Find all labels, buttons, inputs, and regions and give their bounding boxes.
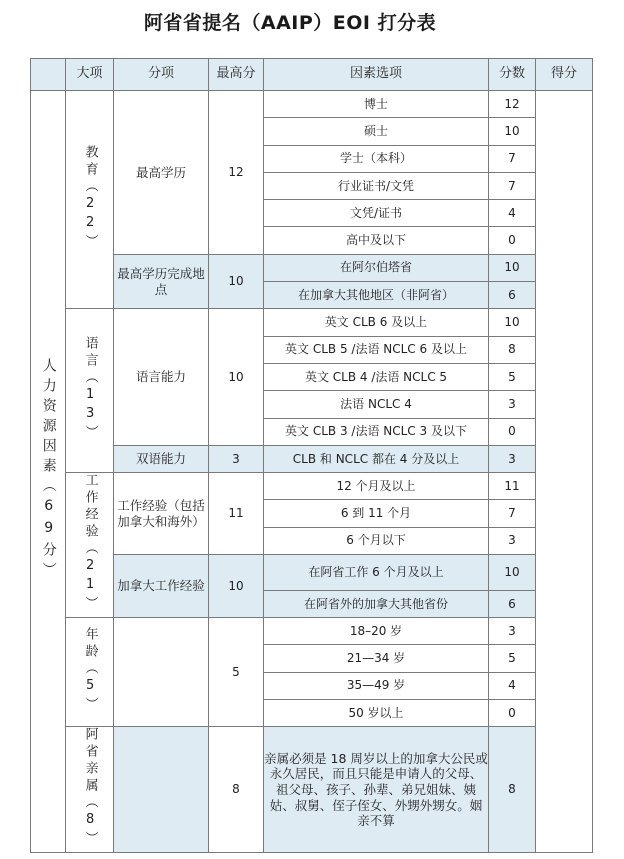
factor-option: 英文 CLB 5 /法语 NCLC 6 及以上 bbox=[264, 336, 489, 363]
relative-description: 亲属必须是 18 周岁以上的加拿大公民或永久居民，而且只能是申请人的父母、祖父母、孩子、孙辈、弟兄姐妹、姨姑、叔舅、侄子侄女、外甥外甥女。姻亲不算 bbox=[264, 727, 489, 853]
option-score: 5 bbox=[489, 363, 536, 390]
factor-option: 在阿省工作 6 个月及以上 bbox=[264, 555, 489, 591]
factor-option: 法语 NCLC 4 bbox=[264, 391, 489, 418]
education-cell bbox=[66, 91, 114, 309]
header-score: 分数 bbox=[489, 59, 536, 91]
factor-option: 在加拿大其他地区（非阿省） bbox=[264, 282, 489, 309]
factor-option: 文凭/证书 bbox=[264, 200, 489, 227]
bilingual-cell: 双语能力 bbox=[114, 445, 209, 472]
language-ability-max: 10 bbox=[209, 309, 264, 445]
option-score: 7 bbox=[489, 172, 536, 199]
factor-option: CLB 和 NCLC 都在 4 分及以上 bbox=[264, 445, 489, 472]
table-row bbox=[31, 473, 593, 500]
factor-option: 英文 CLB 3 /法语 NCLC 3 及以下 bbox=[264, 418, 489, 445]
option-score: 7 bbox=[489, 500, 536, 527]
education-label: 教育（22） bbox=[82, 144, 98, 251]
factor-option: 英文 CLB 6 及以上 bbox=[264, 309, 489, 336]
factor-option: 6 到 11 个月 bbox=[264, 500, 489, 527]
option-score: 10 bbox=[489, 309, 536, 336]
table-row bbox=[31, 254, 593, 281]
factor-option: 21—34 岁 bbox=[264, 645, 489, 672]
table-row bbox=[31, 445, 593, 472]
work-cell bbox=[66, 473, 114, 618]
factor-option: 高中及以下 bbox=[264, 227, 489, 254]
factor-option: 12 个月及以上 bbox=[264, 473, 489, 500]
header-factor: 因素选项 bbox=[264, 59, 489, 91]
header-gained: 得分 bbox=[536, 59, 593, 91]
highest-degree-cell: 最高学历 bbox=[114, 91, 209, 255]
option-score: 10 bbox=[489, 118, 536, 145]
option-score: 3 bbox=[489, 391, 536, 418]
option-score: 4 bbox=[489, 200, 536, 227]
relative-sub-cell bbox=[114, 727, 209, 853]
highest-degree-max: 12 bbox=[209, 91, 264, 255]
option-score: 11 bbox=[489, 473, 536, 500]
option-score: 0 bbox=[489, 418, 536, 445]
table-row bbox=[31, 618, 593, 645]
age-sub-cell bbox=[114, 618, 209, 727]
relative-max: 8 bbox=[209, 727, 264, 853]
option-score: 8 bbox=[489, 336, 536, 363]
relative-cell bbox=[66, 727, 114, 853]
option-score: 6 bbox=[489, 590, 536, 617]
header-max: 最高分 bbox=[209, 59, 264, 91]
option-score: 5 bbox=[489, 645, 536, 672]
factor-option: 在阿省外的加拿大其他省份 bbox=[264, 590, 489, 617]
factor-option: 英文 CLB 4 /法语 NCLC 5 bbox=[264, 363, 489, 390]
work-label: 工作经验（21） bbox=[82, 473, 98, 614]
factor-option: 学士（本科） bbox=[264, 145, 489, 172]
work-total-max: 11 bbox=[209, 473, 264, 555]
canada-work-max: 10 bbox=[209, 555, 264, 618]
age-max: 5 bbox=[209, 618, 264, 727]
page-title: 阿省省提名（AAIP）EOI 打分表 bbox=[143, 12, 437, 34]
gained-score-cell bbox=[536, 91, 593, 853]
header-sub: 分项 bbox=[114, 59, 209, 91]
factor-option: 18–20 岁 bbox=[264, 618, 489, 645]
factor-option: 在阿尔伯塔省 bbox=[264, 254, 489, 281]
table-row bbox=[31, 309, 593, 336]
header-major: 大项 bbox=[66, 59, 114, 91]
bilingual-max: 3 bbox=[209, 445, 264, 472]
degree-location-cell: 最高学历完成地点 bbox=[114, 254, 209, 309]
option-score: 6 bbox=[489, 282, 536, 309]
factor-option: 6 个月以下 bbox=[264, 527, 489, 554]
eoi-score-table bbox=[30, 58, 593, 853]
table-row bbox=[31, 91, 593, 118]
human-capital-cell bbox=[31, 91, 66, 853]
option-score: 10 bbox=[489, 555, 536, 591]
option-score: 0 bbox=[489, 700, 536, 727]
age-cell bbox=[66, 618, 114, 727]
option-score: 12 bbox=[489, 91, 536, 118]
option-score: 3 bbox=[489, 445, 536, 472]
age-label: 年龄（5） bbox=[82, 626, 98, 714]
option-score: 4 bbox=[489, 672, 536, 699]
relative-label: 阿省亲属（8） bbox=[82, 727, 98, 849]
option-score: 10 bbox=[489, 254, 536, 281]
factor-option: 行业证书/文凭 bbox=[264, 172, 489, 199]
canada-work-cell: 加拿大工作经验 bbox=[114, 555, 209, 618]
factor-option: 50 岁以上 bbox=[264, 700, 489, 727]
table-row bbox=[31, 555, 593, 591]
table-header-row bbox=[31, 59, 593, 91]
option-score: 0 bbox=[489, 227, 536, 254]
degree-location-max: 10 bbox=[209, 254, 264, 309]
language-cell bbox=[66, 309, 114, 473]
language-ability-cell: 语言能力 bbox=[114, 309, 209, 445]
table-row bbox=[31, 727, 593, 853]
factor-option: 硕士 bbox=[264, 118, 489, 145]
option-score: 3 bbox=[489, 527, 536, 554]
factor-option: 35—49 岁 bbox=[264, 672, 489, 699]
option-score: 8 bbox=[489, 727, 536, 853]
work-total-cell: 工作经验（包括加拿大和海外） bbox=[114, 473, 209, 555]
header-blank bbox=[31, 59, 66, 91]
option-score: 7 bbox=[489, 145, 536, 172]
factor-option: 博士 bbox=[264, 91, 489, 118]
option-score: 3 bbox=[489, 618, 536, 645]
human-capital-label: 人力资源因素（69分） bbox=[40, 357, 57, 582]
language-label: 语言（13） bbox=[82, 335, 98, 442]
